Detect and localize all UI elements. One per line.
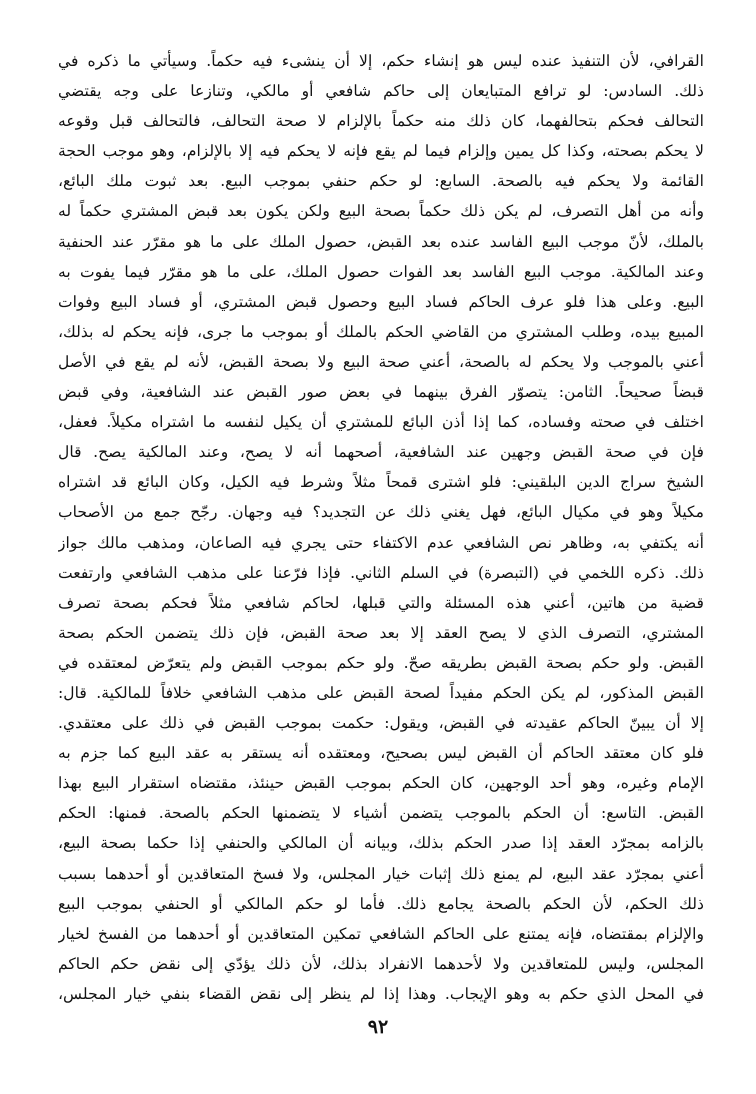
text-line: بالزامه بمجرّد العقد إذا صدر الحكم بذلك، وبيانه أن المالكي والحنفي إذا حكما بصحة البيع، <box>58 834 704 853</box>
text-line: القرافي، لأن التنفيذ عنده ليس هو إنشاء حكم، إلا أن ينشىء فيه حكماً. وسيأتي ما ذكره في <box>58 52 704 70</box>
text-line: ذلك. السادس: لو ترافع المتبايعان إلى حاكم شافعي أو مالكي، وتنازعا على وجه يقتضي <box>58 82 704 101</box>
text-line: اختلف في صحته وفساده، كما إذا أذن البائع للمشتري أن يكيل لنفسه ما اشتراه مكيلاً. فعفل، <box>58 413 704 432</box>
text-line: قبضاً صحيحاً. الثامن: يتصوّر الفرق بينهما في بعض صور القبض عند الشافعية، وفي قبض <box>58 383 704 402</box>
text-line: لا يحكم بصحته، وكذا كل يمين وإلزام فيما لم يقع فإنه لا يحكم فيه إلا بالإلزام، وهو موجب الحجة <box>58 142 704 161</box>
text-line: بالملك، لأنّ موجب البيع الفاسد عنده بعد القبض، حصول الملك على ما هو مقرّر عند الحنفية <box>58 232 704 251</box>
text-line: القائمة ولا يحكم فيه بالصحة. السابع: لو حكم حنفي بموجب البيع. بعد ثبوت ملك البائع، <box>58 172 704 191</box>
text-line: المشتري، التصرف الذي لا يصح العقد إلا بعد صحة القبض، فإن ذلك يتضمن الحكم بصحة <box>58 623 704 642</box>
text-line: القبض. التاسع: أن الحكم بالموجب يتضمن أشياء لا يتضمنها الحكم بالصحة. فمنها: الحكم <box>58 804 704 823</box>
text-line: والإلزام بمقتضاه، فإنه يمتنع على الحاكم الشافعي تمكين المتعاقدين أو أحدهما من الفسخ لخيار <box>58 924 704 943</box>
text-line: المجلس، وليس للمتعاقدين ولا لأحدهما الانفراد بذلك، لأن ذلك يؤدّي إلى نقض حكم الحاكم <box>58 954 704 973</box>
text-line: مكيلاً وهو في مكيال البائع، فهل يغني ذلك عن التجديد؟ فيه وجهان. رجّح جمع من الأصحاب <box>58 503 704 522</box>
text-line: قضية من هاتين، أعني هذه المسئلة والتي قبلها، لحاكم شافعي مثلاً فحكم بصحة تصرف <box>58 593 704 612</box>
text-line: القبض. ولو حكم بصحة القبض بطريقه صحّ. ولو حكم بموجب القبض ولم يتعرّض لمعتقده في <box>58 653 704 672</box>
text-line: فإن في صحة القبض وجهين عند الشافعية، أصحهما أنه لا يصح، وعند المالكية يصح. قال <box>58 443 704 462</box>
text-line: فلو كان معتقد الحاكم أن القبض ليس بصحيح، ومعتقده أنه يستقر به عقد البيع كما جزم به <box>58 744 704 763</box>
text-line: الشيخ سراج الدين البلقيني: فلو اشترى قمحاً مثلاً وشرط فيه الكيل، وكان البائع قد اشتراه <box>58 473 704 492</box>
text-line: وأنه من أهل التصرف، لم يكن ذلك حكماً بصحة البيع ولكن يكون بعد قبض المشتري حكماً له <box>58 202 704 221</box>
text-line: القبض المذكور، لم يكن الحكم مفيداً لصحة القبض على مذهب الشافعي خلافاً للمالكية. قال: <box>58 683 704 702</box>
text-line: أنه يكتفي به، وظاهر نص الشافعي عدم الاكتفاء حتى يجري فيه الصاعان، ومذهب مالك جواز <box>58 533 704 552</box>
text-line: في المحل الذي حكم به وهو الإيجاب. وهذا إذا لم ينظر إلى نقض القضاء بنفي خيار المجلس، <box>58 984 704 1003</box>
text-line: أعني بالموجب ولا يحكم له بالصحة، أعني صحة البيع ولا بصحة القبض، لأنه لم يقع في الأصل <box>58 352 704 371</box>
text-line: البيع. وعلى هذا فلو عرف الحاكم فساد البيع وحصول قبض المشتري، أو فساد البيع وفوات <box>58 292 704 311</box>
text-line: ذلك. ذكره اللخمي في (التبصرة) في السلم الثاني. فإذا فرّعنا على مذهب الشافعي وارتفعت <box>58 563 704 582</box>
text-line: أعني بمجرّد عقد البيع، لم يمنع ذلك إثبات خيار المجلس، ولا فسخ المتعاقدين أو أحدهما بسبب <box>58 864 704 883</box>
text-line: التحالف فحكم بتحالفهما، كان ذلك منه حكماً بالإلزام لا صحة التحالف، فالتحالف قبل وقوعه <box>58 112 704 131</box>
text-line: إلا أن يبينّ الحاكم عقيدته في القبض، ويقول: حكمت بموجب القبض في ذلك على معتقدي. <box>58 714 704 733</box>
text-line: وعند المالكية. موجب البيع الفاسد بعد الفوات حصول الملك، على ما هو مقرّر فيما يفوت به <box>58 262 704 281</box>
text-line: المبيع بيده، وطلب المشتري من القاضي الحكم بالملك أو بموجب ما جرى، فإنه يحكم له بذلك، <box>58 322 704 341</box>
text-line: ذلك الحكم، لأن الحكم بالصحة يجامع ذلك. فأما لو حكم المالكي أو الحنفي بموجب البيع <box>58 894 704 913</box>
body-text <box>58 46 704 1009</box>
page-number: ٩٢ <box>367 1016 389 1038</box>
text-line: الإمام وغيره، وهو أحد الوجهين، كان الحكم بموجب القبض حينئذ، مقتضاه استقرار البيع بهذا <box>58 774 704 793</box>
